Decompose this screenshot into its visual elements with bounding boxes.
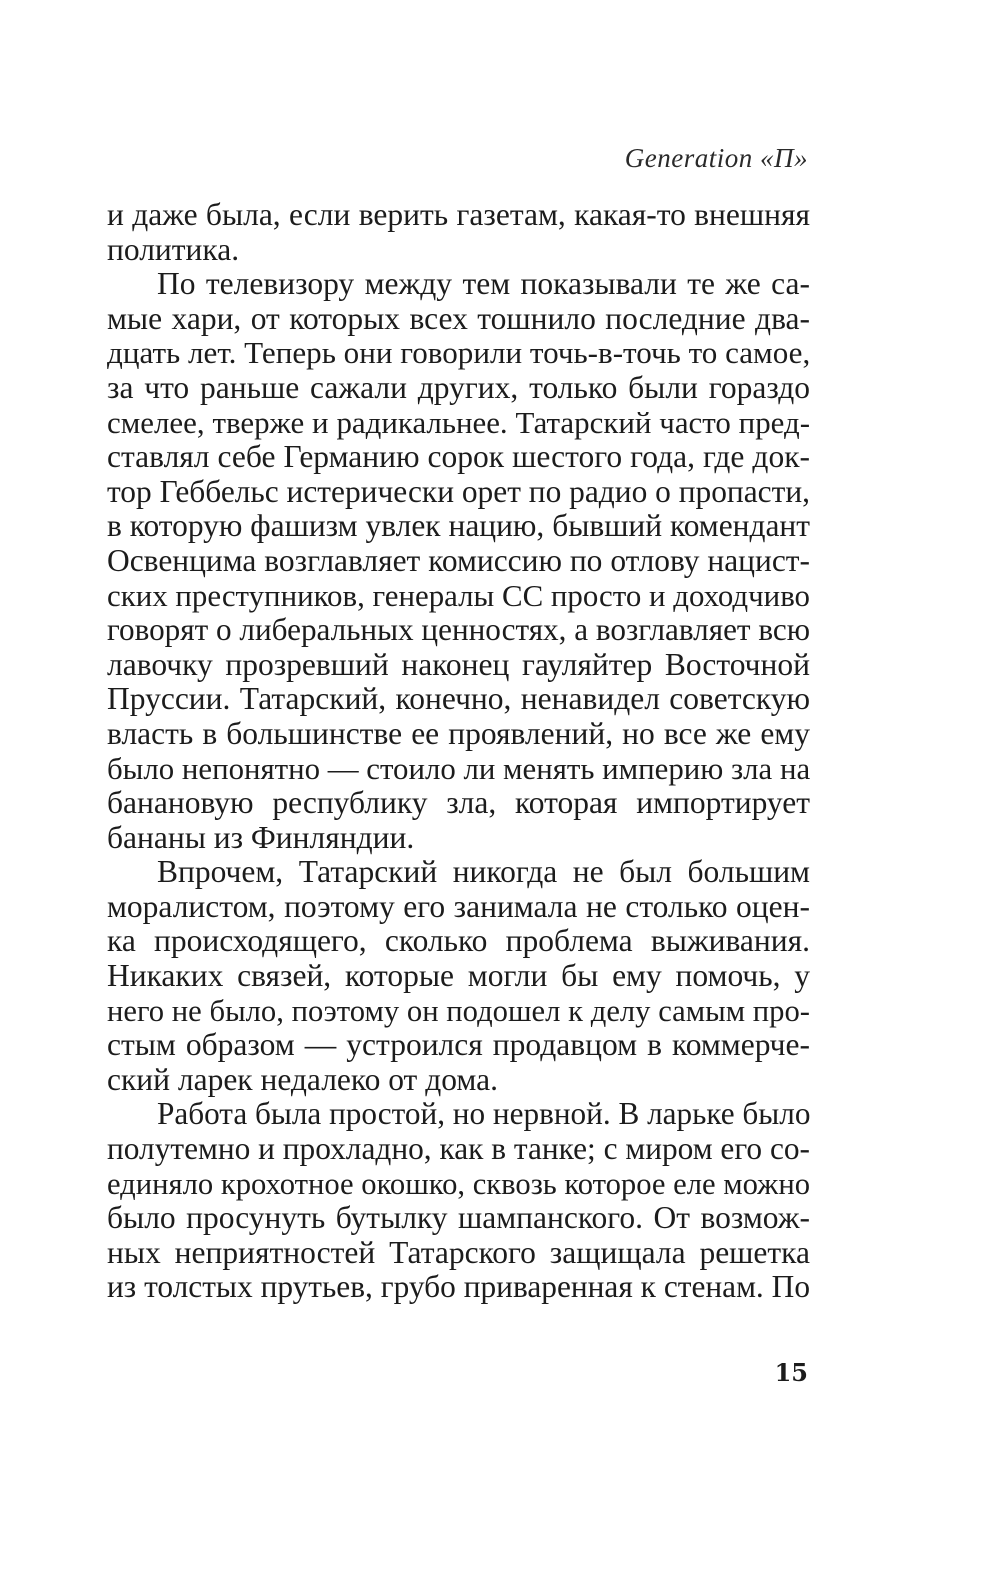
text-line: Работа была простой, но нервной. В ларьке было [157, 1096, 811, 1132]
text-line: тор Геббельс истерически орет по радио о пропасти, [107, 473, 810, 509]
text-line: ских преступников, генералы СС просто и доходчиво [107, 577, 810, 613]
text-line: По телевизору между тем показывали те же са- [157, 266, 810, 302]
text-line: Освенцима возглавляет комиссию по отлову нацист- [107, 542, 810, 578]
text-line: ных неприятностей Татарского защищала решетка [107, 1234, 810, 1270]
text-line: было просунуть бутылку шампанского. От возмож- [107, 1200, 810, 1236]
text-line: говорят о либеральных ценностях, а возглавляет всю [107, 612, 810, 648]
text-line: бананы из Финляндии. [107, 819, 415, 855]
text-line: единяло крохотное окошко, сквозь которое еле можно [107, 1166, 810, 1201]
text-line: Впрочем, Татарский никогда не был большим [157, 854, 810, 890]
text-line: из толстых прутьев, грубо приваренная к стенам. По [107, 1269, 810, 1305]
text-line: лавочку прозревший наконец гауляйтер Восточной [107, 646, 810, 682]
text-line: ка происходящего, сколько проблема выживания. [107, 923, 810, 959]
text-line: мые хари, от которых всех тошнило последние два- [107, 300, 810, 336]
text-line: него не было, поэтому он подошел к делу самым про- [107, 993, 810, 1028]
text-line: в которую фашизм увлек нацию, бывший комендант [107, 508, 810, 544]
body-text [107, 198, 810, 1305]
text-line: полутемно и прохладно, как в танке; с миром его со- [107, 1131, 810, 1167]
text-line: было непонятно — стоило ли менять империю зла на [107, 751, 811, 786]
text-line: политика. [107, 231, 240, 267]
text-line: и даже была, если верить газетам, какая-то внешняя [107, 197, 810, 232]
page-number: 15 [774, 1358, 808, 1387]
text-line: ский ларек недалеко от дома. [107, 1061, 498, 1097]
text-line: стым образом — устроился продавцом в коммерче- [107, 1027, 810, 1063]
text-line: смелее, тверже и радикальнее. Татарский часто пред- [107, 404, 810, 440]
text-line: ставлял себе Германию сорок шестого года, где док- [107, 439, 810, 475]
text-line: Никаких связей, которые могли бы ему помочь, у [107, 958, 810, 994]
running-head: Generation «П» [624, 143, 808, 173]
text-line: Пруссии. Татарский, конечно, ненавидел советскую [107, 681, 810, 717]
text-line: власть в большинстве ее проявлений, но все же ему [107, 715, 810, 751]
text-line: дцать лет. Теперь они говорили точь-в-точь то самое, [107, 335, 811, 371]
text-line: моралистом, поэтому его занимала не столько оцен- [107, 888, 810, 924]
text-line: за что раньше сажали других, только были гораздо [107, 369, 810, 405]
text-line: банановую республику зла, которая импортирует [107, 785, 810, 821]
